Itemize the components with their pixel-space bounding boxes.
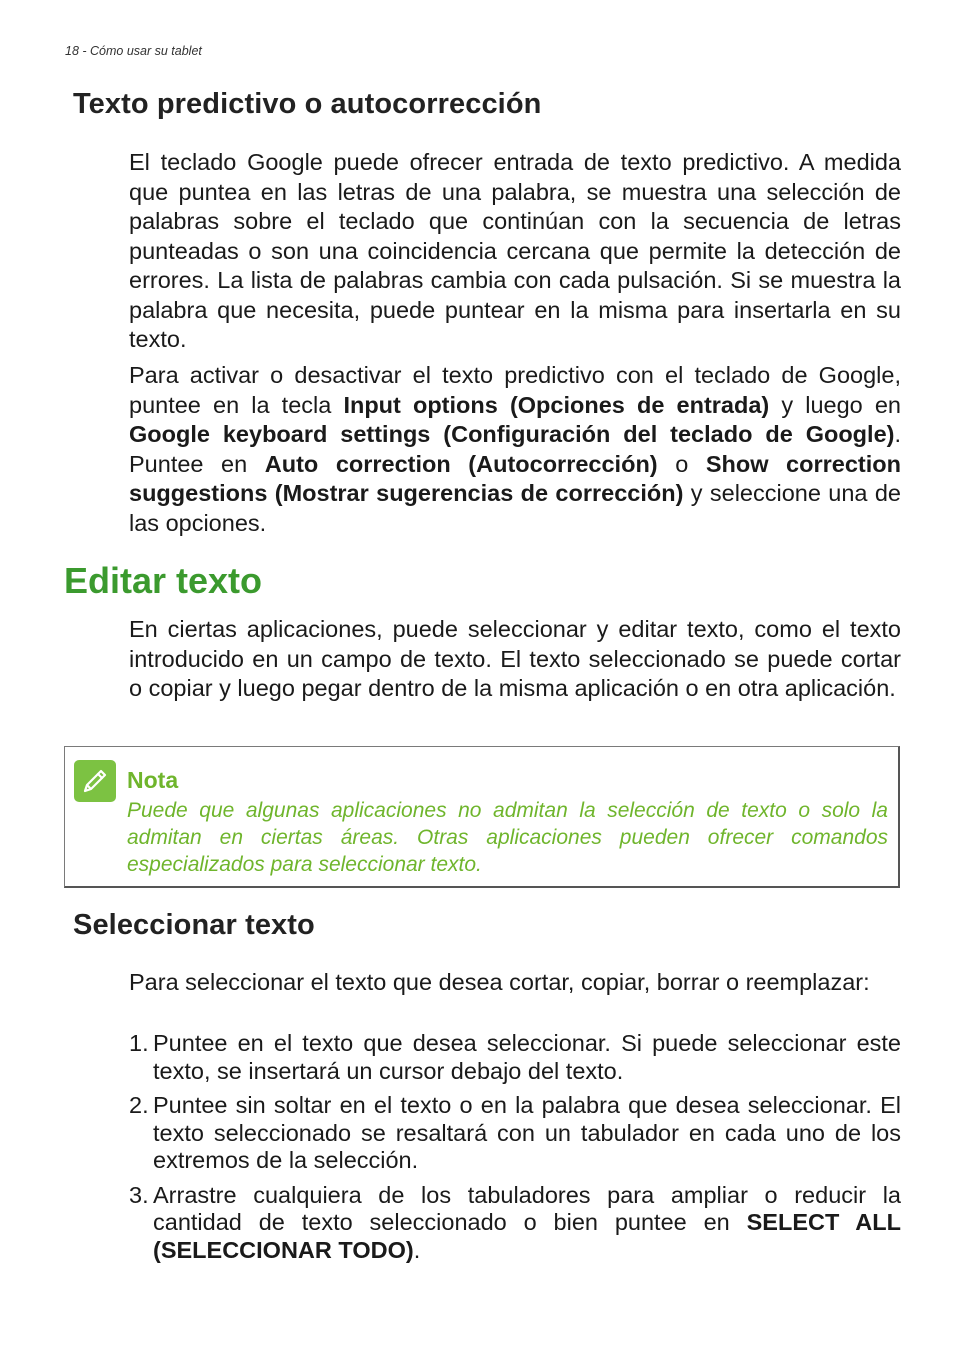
show-suggestions-term: Show correction suggestions (Mostrar sugerencias de corrección): [129, 450, 901, 506]
predictive-paragraph-2: [129, 361, 901, 538]
text-run: Para activar o desactivar el texto predictivo con el teclado de Google, puntee en la tecla: [129, 362, 901, 418]
auto-correction-term: Auto correction (Autocorrección): [264, 450, 658, 477]
list-text: Puntee sin soltar en el texto o en la palabra que desea seleccionar. El texto seleccionado se resaltará con un tabulador en cada uno de los extremos de la selección.: [153, 1092, 901, 1173]
note-title: Nota: [127, 767, 179, 793]
list-number: 1.: [129, 1030, 149, 1056]
list-item: [129, 1030, 901, 1085]
list-text: Puntee en el texto que desea seleccionar. Si puede seleccionar este texto, se insertará un cursor debajo del texto.: [153, 1030, 901, 1084]
note-box: [64, 746, 900, 888]
pencil-icon-graphic: [74, 760, 116, 802]
predictive-paragraph-1: El teclado Google puede ofrecer entrada de texto predictivo. A medida que puntea en las letras de una palabra, se muestra una selección de palabras sobre el teclado que continúan con la secuencia de letras punteadas o son una coincidencia cercana que permite la detección de errores. La lista de palabras cambia con cada pulsación. Si se muestra la palabra que necesita, puede puntear en la misma para insertarla en su texto.: [129, 149, 901, 352]
running-header: 18 - Cómo usar su tablet: [65, 44, 202, 58]
list-text: Arrastre cualquiera de los tabuladores para ampliar o reducir la cantidad de texto seleccionado o bien puntee en: [153, 1181, 901, 1235]
list-item: [129, 1182, 901, 1265]
section-title-edit: Editar texto: [64, 560, 263, 601]
input-options-term: Input options (Opciones de entrada): [343, 391, 770, 418]
select-intro: Para seleccionar el texto que desea cortar, copiar, borrar o reemplazar:: [129, 969, 870, 995]
list-number: 2.: [129, 1092, 149, 1118]
section-title-predictive: Texto predictivo o autocorrección: [73, 88, 542, 120]
list-tail: .: [413, 1236, 421, 1263]
note-text: Puede que algunas aplicaciones no admitan la selección de texto o solo la admitan en ciertas áreas. Otras aplicaciones pueden ofrecer comandos especializados para seleccionar texto.: [127, 799, 888, 876]
keyboard-settings-term: Google keyboard settings (Configuración del teclado de Google): [129, 421, 895, 447]
section-title-select: Seleccionar texto: [73, 909, 315, 941]
select-steps-list: [129, 1030, 901, 1271]
text-run: o: [657, 450, 706, 477]
edit-paragraph-1: En ciertas aplicaciones, puede seleccionar y editar texto, como el texto introducido en un campo de texto. El texto seleccionado se puede cortar o copiar y luego pegar dentro de la misma aplicación o en otra aplicación.: [129, 616, 901, 701]
select-all-term: SELECT ALL (SELECCIONAR TODO): [153, 1209, 901, 1263]
pencil-icon: [74, 760, 116, 802]
text-run: . Puntee en: [129, 421, 901, 477]
text-run: y seleccione una de las opciones.: [129, 480, 901, 536]
list-item: [129, 1092, 901, 1175]
text-run: y luego en: [769, 391, 901, 418]
list-number: 3.: [129, 1181, 149, 1208]
